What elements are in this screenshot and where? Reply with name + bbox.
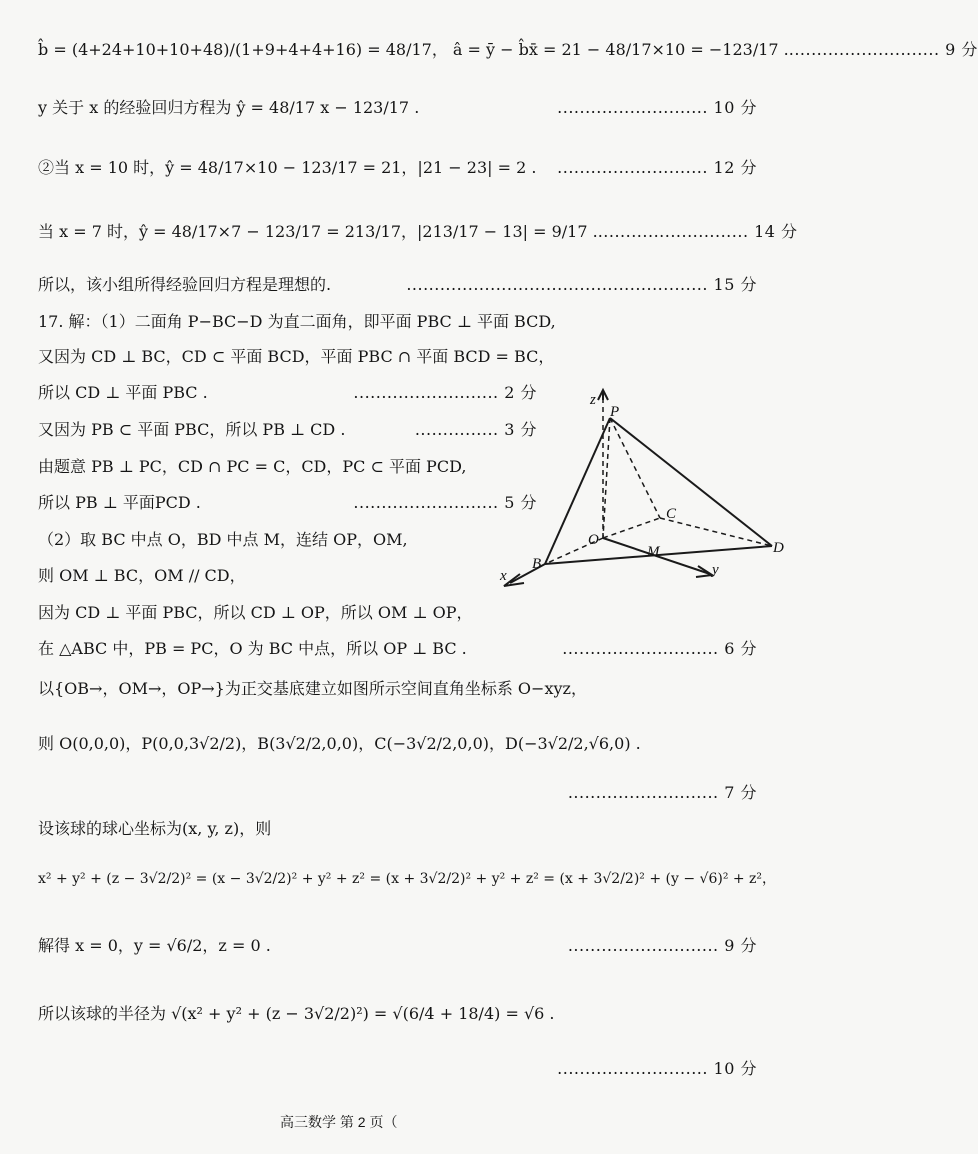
line-text: x² + y² + (z − 3√2/2)² = (x − 3√2/2)² + y² + z² = (x + 3√2/2)² + y² + z² = (x + 3√2/2)² + (y − √6)² + z²，	[38, 871, 777, 887]
edge-PO	[603, 418, 610, 538]
score-marker: ........................... 10 分	[557, 1058, 757, 1078]
doc-line	[38, 86, 757, 126]
doc-line	[38, 634, 757, 660]
line-text: 由题意 PB ⊥ PC，CD ∩ PC = C，CD，PC ⊂ 平面 PCD,	[38, 456, 467, 476]
label-P: P	[610, 404, 620, 420]
doc-line	[38, 270, 757, 296]
line-text: 解得 x = 0，y = √6/2，z = 0 .	[38, 935, 271, 955]
doc-line	[38, 598, 757, 624]
line-text: ②当 x = 10 时，ŷ = 48/17×10 − 123/17 = 21，|21 − 23| = 2 .	[38, 157, 537, 177]
score-marker: ............... 3 分	[414, 419, 537, 439]
label-B: B	[532, 556, 542, 572]
score-marker: .......................... 5 分	[353, 492, 537, 512]
line-text: 则 OM ⊥ BC，OM // CD，	[38, 565, 246, 585]
doc-line	[38, 778, 757, 804]
score-marker: ........................... 7 分	[567, 782, 757, 802]
line-text: 所以该球的半径为 √(x² + y² + (z − 3√2/2)²) = √(6/4 + 18/4) = √6 .	[38, 1003, 555, 1023]
doc-line	[38, 525, 537, 551]
doc-line	[38, 672, 757, 702]
label-y: y	[712, 562, 719, 578]
page-footer: 高三数学 第 2 页（	[280, 1114, 398, 1130]
doc-line	[38, 990, 757, 1034]
label-D: D	[773, 540, 784, 556]
line-text: 在 △ABC 中，PB = PC，O 为 BC 中点，所以 OP ⊥ BC .	[38, 638, 467, 658]
doc-line	[38, 28, 978, 68]
score-marker: ........................... 12 分	[557, 157, 757, 177]
edge-PD	[610, 418, 772, 546]
line-text: 17. 解：（1）二面角 P−BC−D 为直二面角，即平面 PBC ⊥ 平面 BCD,	[38, 311, 556, 331]
line-text: 所以 CD ⊥ 平面 PBC .	[38, 382, 208, 402]
line-text: y 关于 x 的经验回归方程为 ŷ = 48/17 x − 123/17 .	[38, 97, 420, 117]
edge-OC	[603, 518, 660, 538]
score-marker: ........................... 9 分	[567, 935, 757, 955]
label-z: z	[590, 392, 596, 408]
score-marker: ........................... 14 分	[597, 221, 798, 241]
line-text: 因为 CD ⊥ 平面 PBC，所以 CD ⊥ OP，所以 OM ⊥ OP，	[38, 602, 473, 622]
doc-line	[38, 378, 537, 404]
doc-line	[38, 561, 537, 587]
doc-line	[38, 415, 537, 441]
doc-line	[38, 1054, 757, 1080]
score-marker: ........................... 10 分	[557, 97, 757, 117]
doc-line	[38, 924, 757, 964]
edge-PB	[545, 418, 610, 564]
line-text: 以{OB→，OM→，OP→}为正交基底建立如图所示空间直角坐标系 O−xyz，	[38, 678, 587, 698]
line-text: 设该球的球心坐标为(x, y, z)，则	[38, 818, 272, 838]
label-O: O	[588, 532, 599, 548]
doc-line	[38, 210, 798, 250]
score-marker: ............................ 6 分	[562, 638, 757, 658]
doc-line	[38, 858, 777, 898]
edge-PC	[610, 418, 660, 518]
geometry-figure	[490, 378, 790, 593]
score-marker: ...................................................... 15 分	[406, 274, 757, 294]
doc-line	[38, 722, 757, 762]
label-M: M	[647, 544, 660, 560]
doc-line	[38, 488, 537, 514]
line-text: 所以，该小组所得经验回归方程是理想的.	[38, 274, 332, 294]
line-text: 又因为 CD ⊥ BC，CD ⊂ 平面 BCD，平面 PBC ∩ 平面 BCD = BC，	[38, 346, 555, 366]
doc-line	[38, 452, 537, 478]
doc-line	[38, 814, 757, 840]
doc-line	[38, 146, 757, 186]
line-text: b̂ = (4+24+10+10+48)/(1+9+4+4+16) = 48/17， â = ȳ − b̂x̄ = 21 − 48/17×10 = −123/17 .	[38, 39, 789, 59]
score-marker: .......................... 2 分	[353, 382, 537, 402]
score-marker: ........................... 9 分	[788, 39, 978, 59]
line-text: （2）取 BC 中点 O，BD 中点 M，连结 OP，OM,	[38, 529, 408, 549]
line-text: 所以 PB ⊥ 平面PCD .	[38, 492, 201, 512]
doc-line	[38, 342, 757, 368]
line-text: 又因为 PB ⊂ 平面 PBC，所以 PB ⊥ CD .	[38, 419, 346, 439]
line-text: 当 x = 7 时，ŷ = 48/17×7 − 123/17 = 213/17，|213/17 − 13| = 9/17 .	[38, 221, 598, 241]
doc-line	[38, 307, 757, 333]
label-x: x	[500, 568, 507, 584]
label-C: C	[666, 506, 677, 522]
line-text: 则 O(0,0,0)，P(0,0,3√2/2)，B(3√2/2,0,0)，C(−3√2/2,0,0)，D(−3√2/2,√6,0) .	[38, 733, 641, 753]
